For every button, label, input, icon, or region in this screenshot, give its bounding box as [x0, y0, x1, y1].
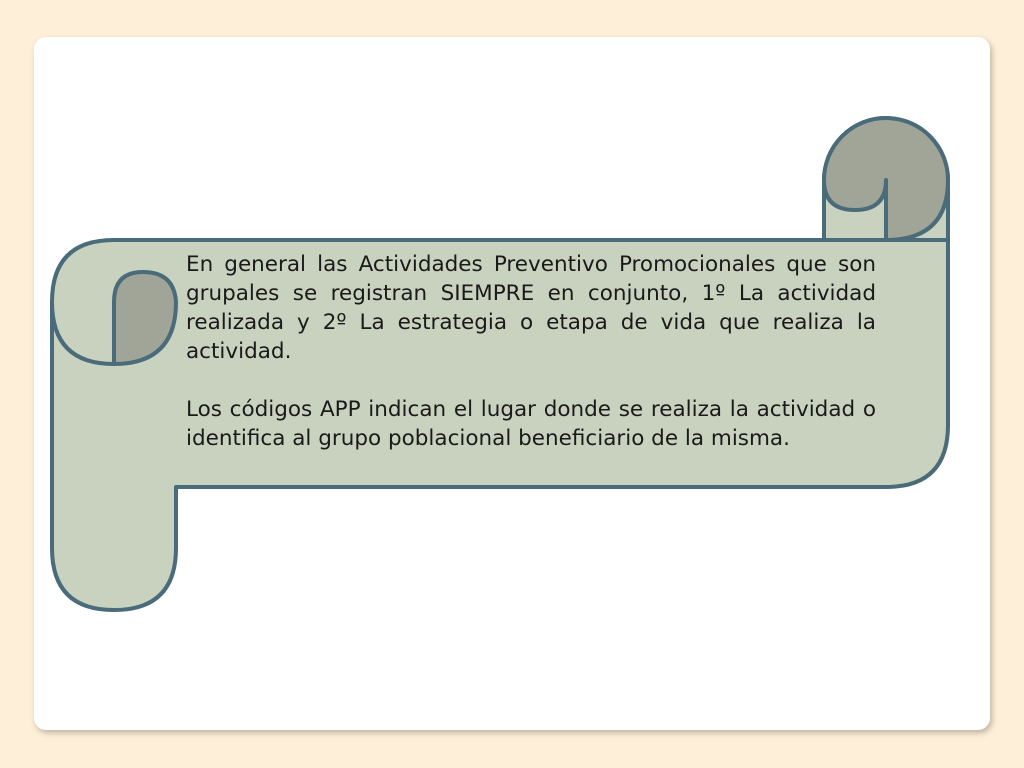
scroll-text	[186, 250, 876, 453]
paragraph-1: En general las Actividades Preventivo Promocionales que son grupales se registran SIEMPRE en conjunto, 1º La actividad realizada y 2º La estrategia o etapa de vida que realiza la actividad.	[186, 252, 876, 364]
paragraph-2: Los códigos APP indican el lugar donde se realiza la actividad o identifica al grupo poblacional beneficiario de la misma.	[186, 397, 876, 451]
